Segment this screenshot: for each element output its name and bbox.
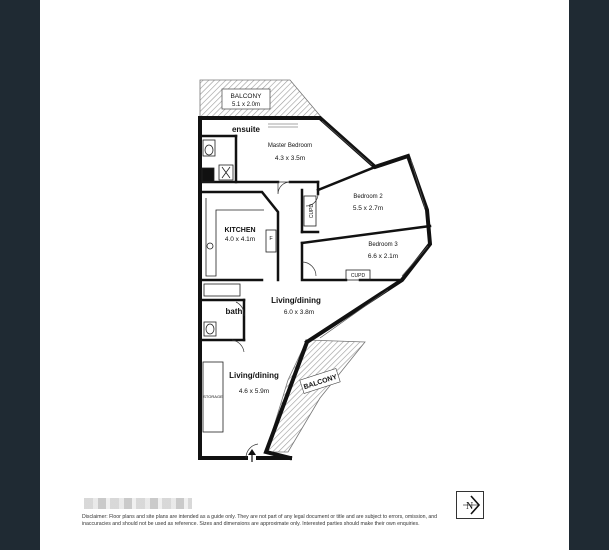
balcony-top-size: 5.1 x 2.0m — [231, 102, 261, 108]
living-upper-name: Living/dining — [271, 296, 321, 305]
bath-name: bath — [225, 307, 243, 316]
balcony-side-name: BALCONY — [302, 373, 339, 392]
ensuite-name: ensuite — [231, 125, 261, 134]
north-compass-icon — [456, 491, 484, 519]
living-lower-name: Living/dining — [229, 371, 279, 380]
cupd-bedroom2-label: CUPD — [309, 203, 315, 219]
fridge-label: F — [269, 236, 273, 242]
master-bedroom-name: Master Bedroom — [267, 143, 313, 149]
bedroom2-name: Bedroom 2 — [353, 194, 383, 200]
balcony-top-name: BALCONY — [230, 93, 262, 100]
cupd-bedroom3-label: CUPD — [350, 273, 366, 279]
compass-arrow-icon — [457, 492, 483, 518]
bedroom3-size: 6.6 x 2.1m — [367, 253, 399, 260]
bedroom2-size: 5.5 x 2.7m — [352, 205, 384, 212]
compass-letter: N — [466, 501, 474, 512]
balcony-side-area — [266, 340, 365, 452]
living-lower-size: 4.6 x 5.9m — [238, 388, 270, 395]
redacted-agent-logo — [84, 498, 192, 509]
storage-label: STORAGE — [203, 394, 223, 399]
bedroom3-name: Bedroom 3 — [368, 242, 398, 248]
master-bedroom-size: 4.3 x 3.5m — [274, 155, 306, 162]
kitchen-size: 4.0 x 4.1m — [224, 236, 256, 243]
disclaimer-text: Disclaimer: Floor plans and site plans are intended as a guide only. They are not part of any legal document or title and are subject to errors, omission, and inaccuracies and should not be used as reference. Sizes and dimensions are approximate only. Interested parties should make their own enquiries. — [82, 514, 438, 527]
living-upper-size: 6.0 x 3.8m — [283, 309, 315, 316]
entry-arrow-icon — [248, 449, 256, 462]
kitchen-name: KITCHEN — [224, 227, 256, 234]
